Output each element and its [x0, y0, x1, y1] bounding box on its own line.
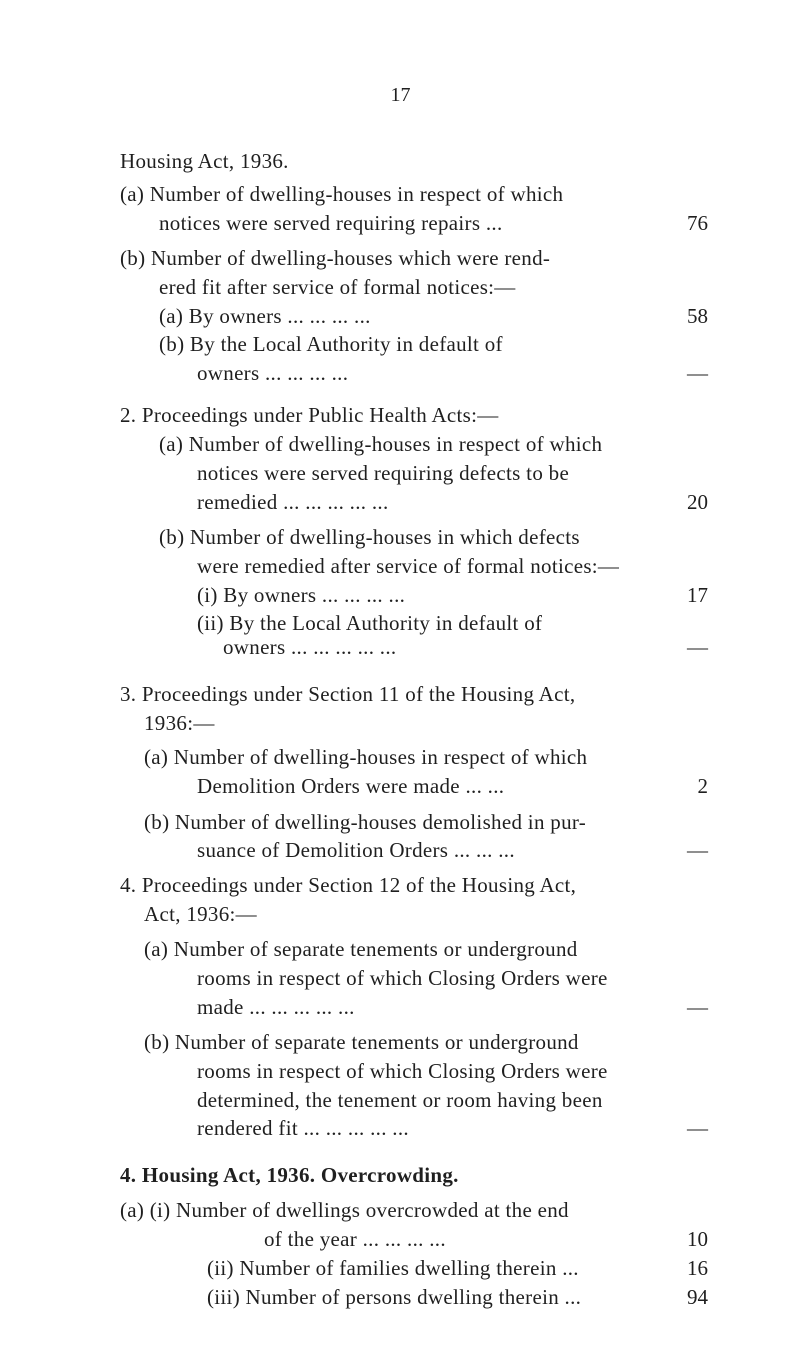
- item-text: rooms in respect of which Closing Orders were: [197, 1058, 608, 1083]
- page-number: 17: [390, 84, 411, 106]
- section-heading: Housing Act, 1936.: [120, 149, 289, 174]
- item-text: (i) By owners ... ... ... ...: [197, 582, 406, 607]
- item-text: owners ... ... ... ... ...: [223, 634, 397, 659]
- item-text: notices were served requiring repairs ...: [159, 210, 503, 235]
- section-heading: 3. Proceedings under Section 11 of the Housing Act,: [120, 682, 576, 707]
- item-text: (b) Number of dwelling-houses which were rend-: [120, 246, 551, 270]
- item-value: 17: [687, 582, 708, 607]
- item-text: (a) (i) Number of dwellings overcrowded at the end: [120, 1198, 569, 1223]
- item-text: notices were served requiring defects to be: [197, 460, 570, 485]
- item-text: were remedied after service of formal notices:—: [197, 553, 620, 578]
- item-text: Demolition Orders were made ... ...: [197, 774, 505, 799]
- item-text: (b) Number of dwelling-houses in which defects: [159, 524, 580, 549]
- item-value: 20: [687, 489, 708, 514]
- item-value: 76: [687, 210, 708, 235]
- item-text: (ii) Number of families dwelling therein ...: [207, 1255, 579, 1280]
- item-text: (a) Number of separate tenements or underground: [144, 936, 578, 961]
- item-text: (a) Number of dwelling-houses in respect of which: [120, 181, 564, 206]
- item-text: rooms in respect of which Closing Orders were: [197, 965, 608, 990]
- item-value: 2: [697, 774, 708, 799]
- item-text: made ... ... ... ... ...: [197, 994, 355, 1019]
- item-value: 58: [687, 303, 708, 328]
- item-text: (iii) Number of persons dwelling therein ...: [207, 1284, 582, 1309]
- section-heading: 1936:—: [144, 710, 215, 735]
- item-value: —: [687, 634, 708, 659]
- item-text: (a) Number of dwelling-houses in respect of which: [159, 432, 603, 456]
- item-text: (a) By owners ... ... ... ...: [159, 303, 371, 328]
- item-text: (b) By the Local Authority in default of: [159, 332, 503, 357]
- item-text: suance of Demolition Orders ... ... ...: [197, 838, 515, 863]
- item-value: 16: [687, 1255, 708, 1280]
- item-value: —: [687, 1116, 708, 1141]
- item-value: 94: [687, 1284, 708, 1309]
- item-text: owners ... ... ... ...: [197, 361, 349, 386]
- section-heading: 4. Housing Act, 1936. Overcrowding.: [120, 1162, 459, 1187]
- item-value: —: [687, 838, 708, 863]
- item-text: remedied ... ... ... ... ...: [197, 489, 389, 514]
- item-text: (a) Number of dwelling-houses in respect of which: [144, 745, 588, 770]
- item-text: (ii) By the Local Authority in default of: [197, 611, 543, 636]
- item-text: determined, the tenement or room having been: [197, 1087, 603, 1112]
- item-text: of the year ... ... ... ...: [264, 1227, 446, 1252]
- item-text: (b) Number of dwelling-houses demolished in pur-: [144, 809, 587, 834]
- item-text: rendered fit ... ... ... ... ...: [197, 1116, 409, 1141]
- section-heading: 4. Proceedings under Section 12 of the Housing Act,: [120, 872, 577, 897]
- section-heading: 2. Proceedings under Public Health Acts:—: [120, 403, 499, 428]
- item-text: (b) Number of separate tenements or underground: [144, 1029, 579, 1054]
- item-value: —: [687, 361, 708, 386]
- item-value: 10: [687, 1227, 708, 1252]
- section-heading: Act, 1936:—: [144, 901, 257, 926]
- item-value: —: [687, 994, 708, 1019]
- item-text: ered fit after service of formal notices:—: [159, 274, 516, 299]
